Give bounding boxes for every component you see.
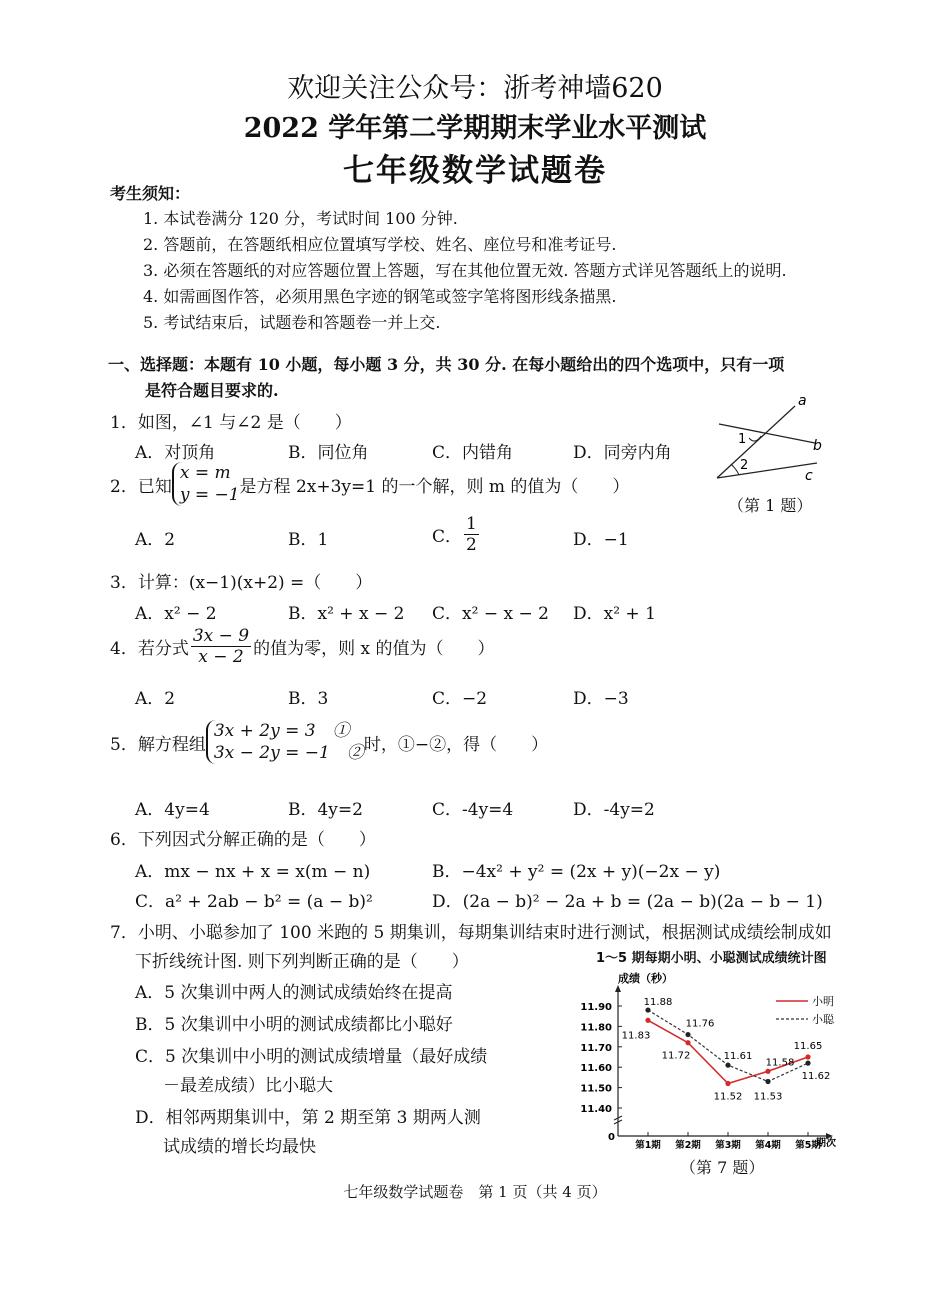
q7-option-d-cont: 试成绩的增长均最快 [163, 1137, 316, 1157]
y-axis-arrow [615, 985, 621, 992]
fraction-numerator: 1 [466, 514, 477, 534]
line-a [717, 406, 795, 478]
q3-option-c: C．x² − x − 2 [432, 604, 549, 624]
data-label: 11.76 [685, 1018, 715, 1030]
data-label: 11.62 [801, 1071, 831, 1083]
q1-option-a: A．对顶角 [135, 443, 216, 463]
q2-stem [110, 462, 629, 506]
notice-item: 3. 必须在答题纸的对应答题位置上答题，写在其他位置无效. 答题方式详见答题纸上的说明. [143, 261, 787, 280]
q7-option-a: A．5 次集训中两人的测试成绩始终在提高 [135, 983, 453, 1003]
q3-stem: 3．计算：(x−1)(x+2) =（ ） [110, 573, 373, 593]
q7-figure-caption: （第 7 题） [680, 1158, 765, 1177]
exam-subtitle: 七年级数学试题卷 [343, 153, 607, 189]
q4-option-b: B．3 [288, 689, 329, 709]
section-heading-cont: 是符合题目要求的. [145, 381, 279, 400]
q3-option-a: A．x² − 2 [135, 604, 217, 624]
data-label: 11.65 [793, 1041, 823, 1052]
q6-option-c: C．a² + 2ab − b² = (a − b)² [135, 892, 373, 912]
fraction-denominator: x − 2 [198, 647, 244, 667]
q7-option-c: C．5 次集训中小明的测试成绩增量（最好成绩 [135, 1047, 488, 1067]
data-label: 11.61 [723, 1051, 753, 1063]
x-tick-label: 第1期 [635, 1140, 661, 1151]
line-chart [570, 968, 850, 1158]
q5-system [206, 720, 364, 764]
label-b: b [813, 438, 822, 454]
q5-option-d: D．-4y=2 [573, 800, 655, 820]
q2-option-c-label: C． [432, 527, 463, 547]
q7-option-c-cont: －最差成绩）比小聪大 [163, 1076, 333, 1096]
notice-item: 4. 如需画图作答，必须用黑色字迹的钢笔或签字笔将图形线条描黑. [143, 287, 617, 306]
label-c: c [805, 468, 813, 484]
x-tick-label: 第5期 [795, 1140, 821, 1151]
exam-title: 2022 学年第二学期期末学业水平测试 [243, 113, 707, 144]
angle-1-arc [749, 436, 761, 441]
q4-suffix: 的值为零，则 x 的值为（ ） [253, 639, 495, 659]
notice-item: 1. 本试卷满分 120 分，考试时间 100 分钟. [143, 209, 458, 228]
q4-option-c: C．−2 [432, 689, 488, 709]
data-label: 11.88 [643, 997, 673, 1009]
q4-option-d: D．−3 [573, 689, 629, 709]
data-label: 11.72 [661, 1050, 691, 1062]
q1-option-b: B．同位角 [288, 443, 369, 463]
notice-heading: 考生须知： [110, 184, 191, 203]
data-point [765, 1069, 770, 1074]
notice-item: 5. 考试结束后，试题卷和答题卷一并上交. [143, 313, 441, 332]
q2-option-d: D．−1 [573, 530, 629, 550]
y-tick-label: 11.70 [580, 1042, 612, 1054]
q2-option-b: B．1 [288, 530, 329, 550]
q6-option-b: B．−4x² + y² = (2x + y)(−2x − y) [432, 862, 721, 882]
q6-stem: 6．下列因式分解正确的是（ ） [110, 830, 376, 850]
label-angle-1: 1 [738, 432, 747, 447]
q7-stem-cont: 下折线统计图. 则下列判断正确的是（ ） [135, 952, 469, 972]
data-point [645, 1007, 650, 1012]
q5-stem [110, 720, 548, 764]
page-footer: 七年级数学试题卷 第 1 页（共 4 页） [343, 1183, 607, 1201]
data-point [645, 1018, 650, 1023]
q5-eq1: 3x + 2y = 3 ① [213, 721, 350, 741]
x-tick-label: 第2期 [675, 1140, 701, 1151]
q3-option-b: B．x² + x − 2 [288, 604, 405, 624]
chart-origin-label: 0 [608, 1132, 615, 1143]
data-point [805, 1054, 810, 1059]
data-point [725, 1063, 730, 1068]
notice-item: 2. 答题前，在答题纸相应位置填写学校、姓名、座位号和准考证号. [143, 235, 617, 254]
q2-prefix: 2．已知 [110, 476, 172, 497]
label-angle-2: 2 [740, 458, 749, 473]
q3-option-d: D．x² + 1 [573, 604, 656, 624]
chart-title: 1～5 期每期小明、小聪测试成绩统计图 [596, 951, 827, 966]
series-line-xiaocong [648, 1010, 808, 1081]
chart-x-label: 期次 [816, 1138, 836, 1149]
q1-figure [705, 390, 835, 490]
y-tick-label: 11.90 [580, 1002, 612, 1013]
q5-eq2: 3x − 2y = −1 ② [213, 743, 364, 763]
label-a: a [798, 393, 807, 409]
q5-option-b: B．4y=2 [288, 800, 363, 820]
q5-prefix: 5．解方程组 [110, 734, 206, 755]
q6-option-a: A．mx − nx + x = x(m − n) [135, 862, 371, 882]
line-b [719, 424, 815, 443]
q1-option-c: C．内错角 [432, 443, 514, 463]
data-label: 11.52 [713, 1091, 743, 1103]
q2-system [172, 462, 240, 506]
fraction-denominator: 2 [466, 535, 477, 555]
y-tick-label: 11.40 [580, 1104, 612, 1115]
q4-stem [110, 626, 495, 667]
y-tick-label: 11.50 [580, 1083, 612, 1095]
chart-y-label: 成绩（秒） [618, 972, 673, 985]
angle-2-arc [731, 464, 739, 475]
data-label: 11.53 [753, 1091, 783, 1103]
q1-stem: 1．如图，∠1 与∠2 是（ ） [110, 413, 352, 433]
q1-option-d: D．同旁内角 [573, 443, 672, 463]
data-label: 11.58 [765, 1057, 795, 1069]
section-heading: 一、选择题：本题有 10 小题，每小题 3 分，共 30 分. 在每小题给出的四个选项中，只有一项 [108, 355, 785, 374]
q5-option-a: A．4y=4 [135, 800, 210, 820]
q7-option-b: B．5 次集训中小明的测试成绩都比小聪好 [135, 1015, 453, 1035]
q2-eq2: y = −1 [179, 485, 240, 505]
data-point [685, 1040, 690, 1045]
promo-line: 欢迎关注公众号：浙考神墙620 [287, 73, 663, 104]
x-tick-label: 第3期 [715, 1140, 741, 1151]
x-tick-label: 第4期 [755, 1140, 781, 1151]
q4-option-a: A．2 [135, 689, 176, 709]
data-point [685, 1032, 690, 1037]
fraction-numerator: 3x − 9 [192, 626, 250, 646]
data-point [805, 1061, 810, 1066]
q7-stem: 7．小明、小聪参加了 100 米跑的 5 期集训，每期集训结束时进行测试，根据测试成绩绘制成如 [110, 923, 832, 943]
q6-option-d: D．(2a − b)² − 2a + b = (2a − b)(2a − b − 1) [432, 892, 823, 912]
q4-fraction [191, 626, 251, 667]
q5-option-c: C．-4y=4 [432, 800, 514, 820]
q7-option-d: D．相邻两期集训中，第 2 期至第 3 期两人测 [135, 1108, 481, 1128]
q1-figure-caption: （第 1 题） [728, 496, 813, 515]
q5-suffix: 时，①−②，得（ ） [363, 734, 549, 755]
q2-eq1: x = m [179, 463, 231, 483]
data-point [725, 1081, 730, 1086]
q2-option-c-fraction [464, 514, 479, 555]
data-label: 11.83 [621, 1030, 651, 1042]
legend-label-xiaoming: 小明 [812, 995, 834, 1008]
q2-option-a: A．2 [135, 530, 176, 550]
y-tick-label: 11.80 [580, 1022, 612, 1034]
q2-option-c [432, 514, 481, 555]
q2-suffix: 是方程 2x+3y=1 的一个解，则 m 的值为（ ） [239, 476, 630, 497]
data-point [765, 1079, 770, 1084]
y-tick-label: 11.60 [580, 1063, 612, 1075]
q4-prefix: 4．若分式 [110, 639, 189, 659]
legend-label-xiaocong: 小聪 [812, 1013, 834, 1026]
